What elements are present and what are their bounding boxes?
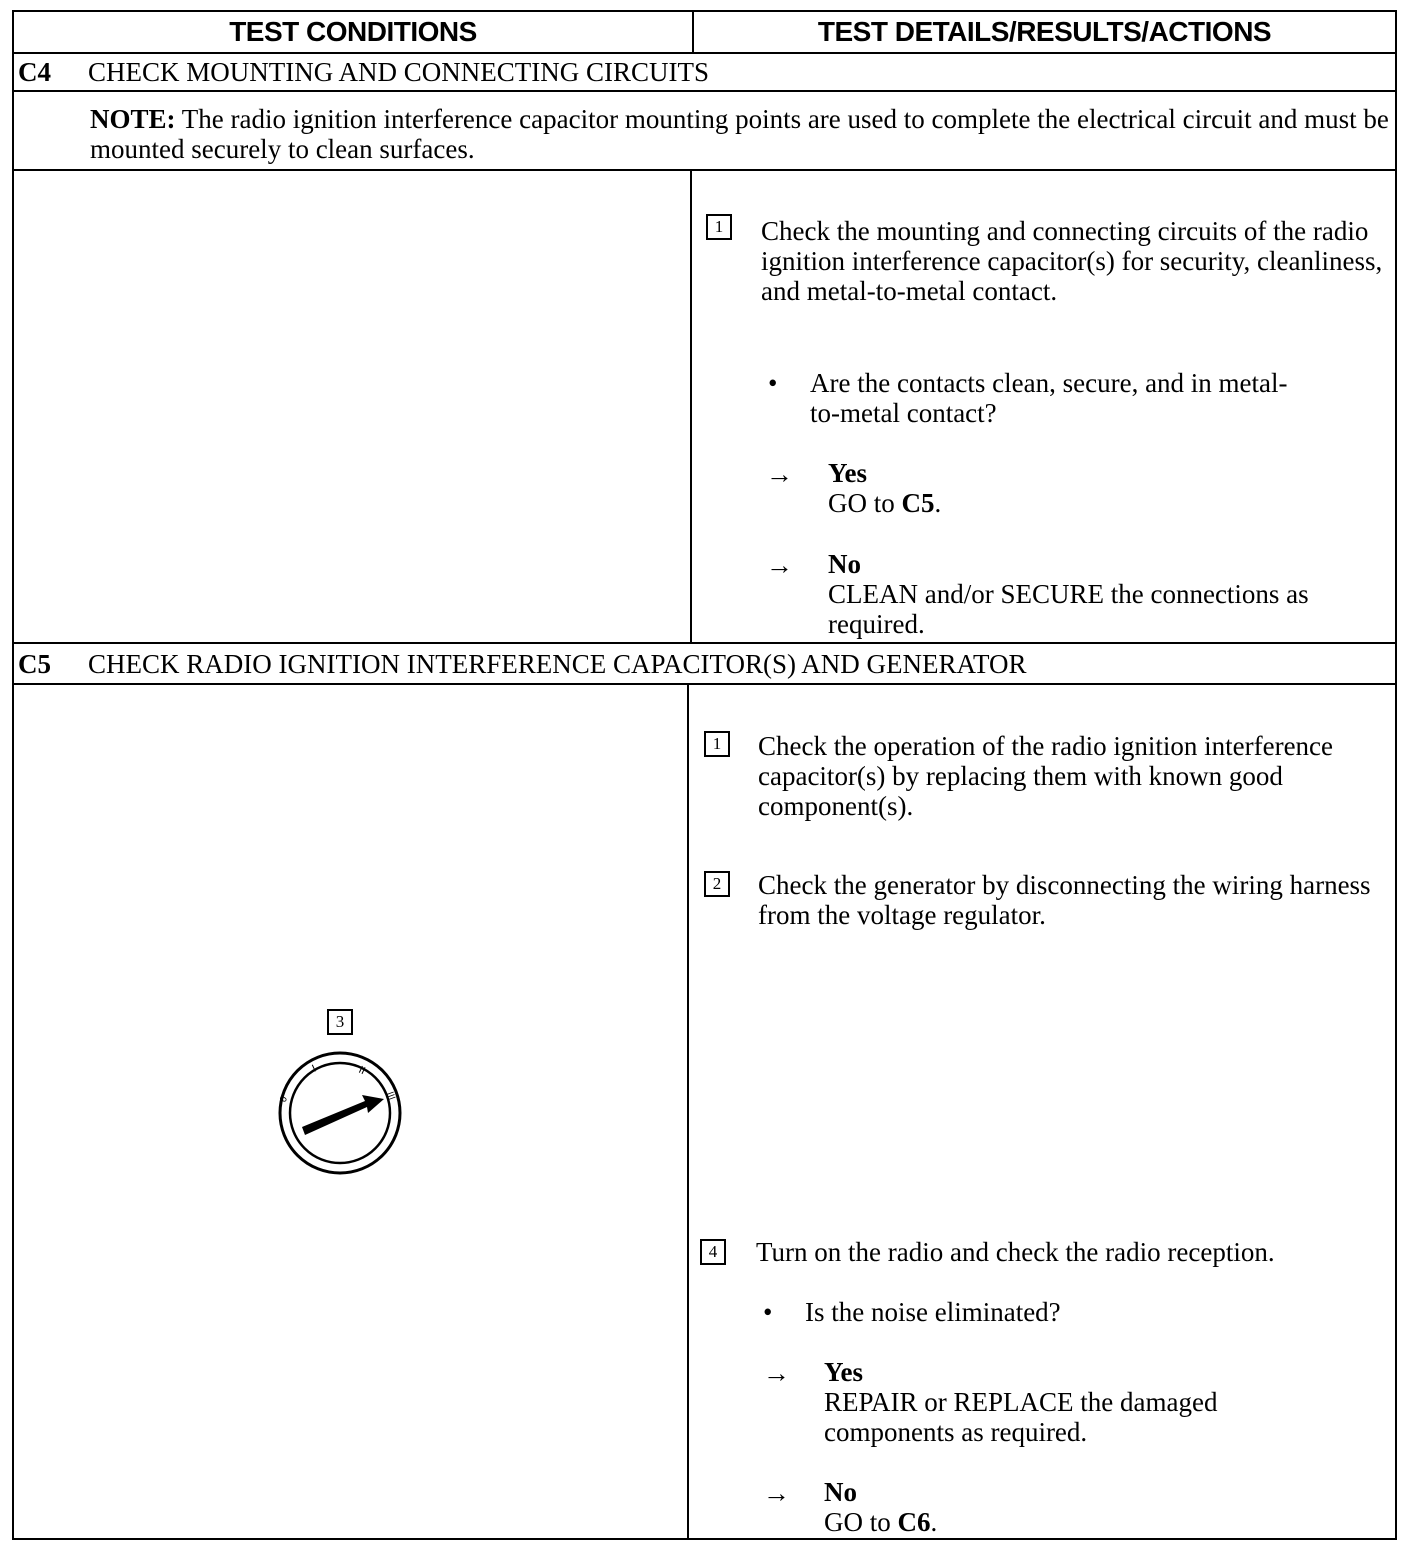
switch-position-ii: II	[356, 1064, 367, 1078]
c5-step-4-box: 4	[700, 1239, 726, 1265]
c4-no-action: CLEAN and/or SECURE the connections as required.	[828, 579, 1309, 639]
c4-section-title	[14, 54, 709, 90]
c5-yes-arrow: →	[763, 1358, 790, 1388]
c5-step-4-text: Turn on the radio and check the radio reception.	[756, 1237, 1275, 1267]
c5-question-text: Is the noise eliminated?	[805, 1297, 1061, 1327]
c5-yes-label: Yes	[824, 1357, 863, 1387]
c5-step-2-box: 2	[704, 871, 730, 897]
c5-yes-action: REPAIR or REPLACE the damaged components as required.	[824, 1387, 1218, 1447]
header-test-details: TEST DETAILS/RESULTS/ACTIONS	[817, 16, 1272, 47]
c4-note	[90, 104, 1390, 164]
c5-question-bullet: •	[763, 1297, 773, 1327]
c5-title: CHECK RADIO IGNITION INTERFERENCE CAPACITOR(S) AND GENERATOR	[88, 648, 1027, 679]
switch-position-i: I	[310, 1063, 318, 1075]
c5-step-2-text: Check the generator by disconnecting the wiring harness from the voltage regulator.	[758, 870, 1371, 930]
c4-yes-ref: C5	[901, 488, 935, 518]
c4-title-divider	[12, 90, 1397, 92]
c4-column-divider	[690, 169, 692, 642]
c4-step-1-text: Check the mounting and connecting circuits of the radio ignition interference capacitor(s) for security, cleanliness, and metal-to-metal contact.	[761, 216, 1383, 306]
c4-yes-action	[828, 488, 1388, 518]
note-text: The radio ignition interference capacitor mounting points are used to complete the electrical circuit and must be mounted securely to clean surfaces.	[90, 104, 1389, 164]
c4-no-label: No	[828, 549, 861, 579]
c4-no-arrow: →	[766, 550, 793, 580]
c4-yes-arrow: →	[766, 459, 793, 489]
c5-section-title	[14, 646, 1027, 682]
c4-note-divider	[12, 169, 1397, 171]
c4-question-text: Are the contacts clean, secure, and in metal-to-metal contact?	[810, 368, 1288, 428]
c5-no-arrow: →	[763, 1478, 790, 1508]
c5-section-top-divider	[12, 642, 1397, 644]
c5-no-prefix: GO to	[824, 1507, 898, 1537]
c5-step-1-box: 1	[704, 731, 730, 757]
c5-step-1-text: Check the operation of the radio ignition interference capacitor(s) by replacing them with known good component(s).	[758, 731, 1334, 821]
c4-title: CHECK MOUNTING AND CONNECTING CIRCUITS	[88, 56, 709, 87]
c5-no-ref: C6	[897, 1507, 931, 1537]
c5-no-label: No	[824, 1477, 857, 1507]
header-test-conditions: TEST CONDITIONS	[229, 16, 477, 47]
c4-yes-answer	[828, 458, 1388, 518]
c4-yes-label: Yes	[828, 458, 867, 488]
c5-no-suffix: .	[930, 1507, 938, 1537]
c5-title-divider	[12, 683, 1397, 685]
c4-no-answer	[828, 549, 1388, 639]
c4-question-bullet: •	[768, 368, 778, 398]
c5-step-3-box: 3	[327, 1009, 353, 1035]
ignition-switch-icon	[270, 1045, 410, 1180]
switch-position-0: 0	[278, 1094, 291, 1105]
c5-yes-answer	[824, 1357, 1294, 1447]
c5-no-action	[824, 1507, 1384, 1537]
c4-step-1-box: 1	[706, 214, 732, 240]
c4-yes-prefix: GO to	[828, 488, 902, 518]
c5-column-divider	[687, 683, 689, 1540]
c4-yes-suffix: .	[934, 488, 942, 518]
c5-code: C5	[18, 648, 51, 679]
c4-code: C4	[18, 56, 51, 87]
note-label: NOTE:	[90, 104, 176, 134]
switch-position-iii: III	[384, 1090, 397, 1102]
c5-no-answer	[824, 1477, 1384, 1537]
